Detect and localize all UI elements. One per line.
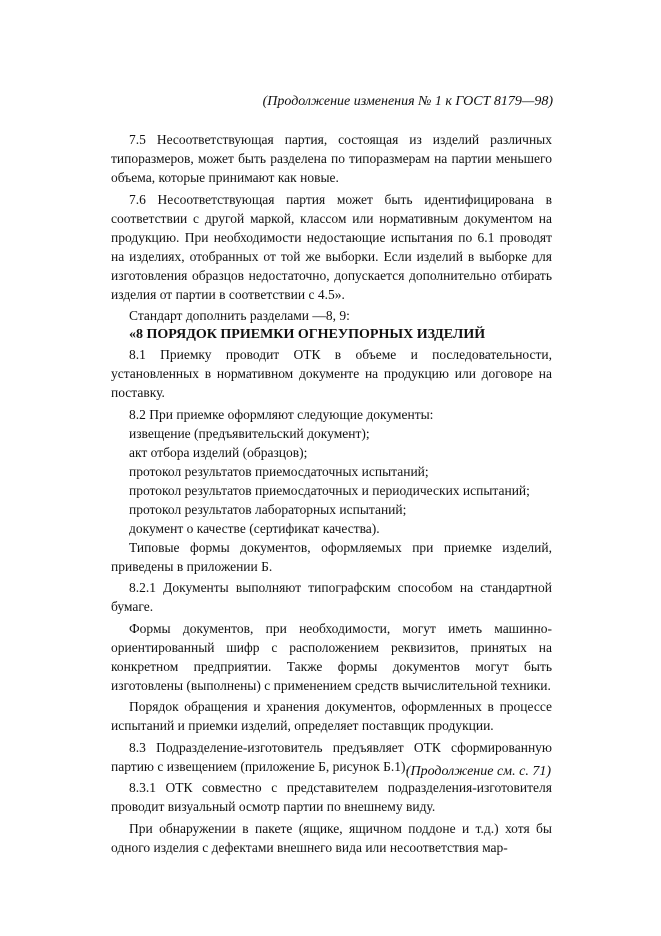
document-list-item: акт отбора изделий (образцов);: [129, 444, 308, 460]
paragraph-8-2-1: 8.2.1 Документы выполняют типографским способом на стандартной бумаге.: [111, 580, 552, 614]
footer-continuation: (Продолжение см. с. 71): [405, 764, 551, 779]
document-list-item: извещение (предъявительский документ);: [129, 425, 370, 441]
paragraph-order: Порядок обращения и хранения документов, оформленных в процессе испытаний и приемки изделий, определяет поставщик продукции.: [111, 699, 552, 733]
document-list-item: протокол результатов лабораторных испытаний;: [129, 501, 407, 517]
document-list-item: протокол результатов приемосдаточных испытаний;: [129, 463, 429, 479]
document-list-item: протокол результатов приемосдаточных и периодических испытаний;: [129, 482, 530, 498]
paragraph-7-5: 7.5 Несоответствующая партия, состоящая из изделий различных типоразмеров, может быть разделена по типоразмерам на партии меньшего объема, которые принимают как новые.: [111, 132, 552, 185]
paragraph-8-2: 8.2 При приемке оформляют следующие документы:: [129, 406, 434, 422]
document-body: [111, 130, 552, 859]
document-list-item: документ о качестве (сертификат качества).: [129, 520, 380, 536]
paragraph-7-6: 7.6 Несоответствующая партия может быть идентифицирована в соответствии с другой маркой, классом или нормативным документом на продукцию. При необходимости недостающие испытания по 6.1 проводят на изделиях, отобранных от той же выборки. Если изделий в выборке для изготовления образцов недостаточно, допускается дополнительно отбирать изделия от партии в соответствии с 4.5».: [111, 191, 552, 302]
paragraph-8-3-1: 8.3.1 ОТК совместно с представителем подразделения-изготовителя проводит визуальный осмотр партии по внешнему виду.: [111, 780, 552, 814]
section-8-title: «8 ПОРЯДОК ПРИЕМКИ ОГНЕУПОРНЫХ ИЗДЕЛИЙ: [129, 327, 486, 342]
paragraph-forms-2: Формы документов, при необходимости, могут иметь машинно-ориентированный шифр с расположением реквизитов, принятых на конкретном предприятии. Также формы документов могут быть изготовлены (выполнены) с применением средств вычислительной техники.: [111, 620, 552, 693]
header-continuation: (Продолжение изменения № 1 к ГОСТ 8179—98): [262, 94, 553, 109]
paragraph-last: При обнаружении в пакете (ящике, ящичном поддоне и т.д.) хотя бы одного изделия с дефектами внешнего вида или несоответствия мар-: [111, 820, 552, 855]
paragraph-forms: Типовые формы документов, оформляемых при приемке изделий, приведены в приложении Б.: [111, 539, 552, 574]
paragraph-8-3: 8.3 Подразделение-изготовитель предъявляет ОТК сформированную партию с извещением (приложение Б, рисунок Б.1).: [111, 739, 552, 774]
paragraph-8-1: 8.1 Приемку проводит ОТК в объеме и последовательности, установленных в нормативном документе на продукцию или договоре на поставку.: [111, 347, 552, 400]
supplement-note: Стандарт дополнить разделами —8, 9:: [129, 308, 350, 323]
